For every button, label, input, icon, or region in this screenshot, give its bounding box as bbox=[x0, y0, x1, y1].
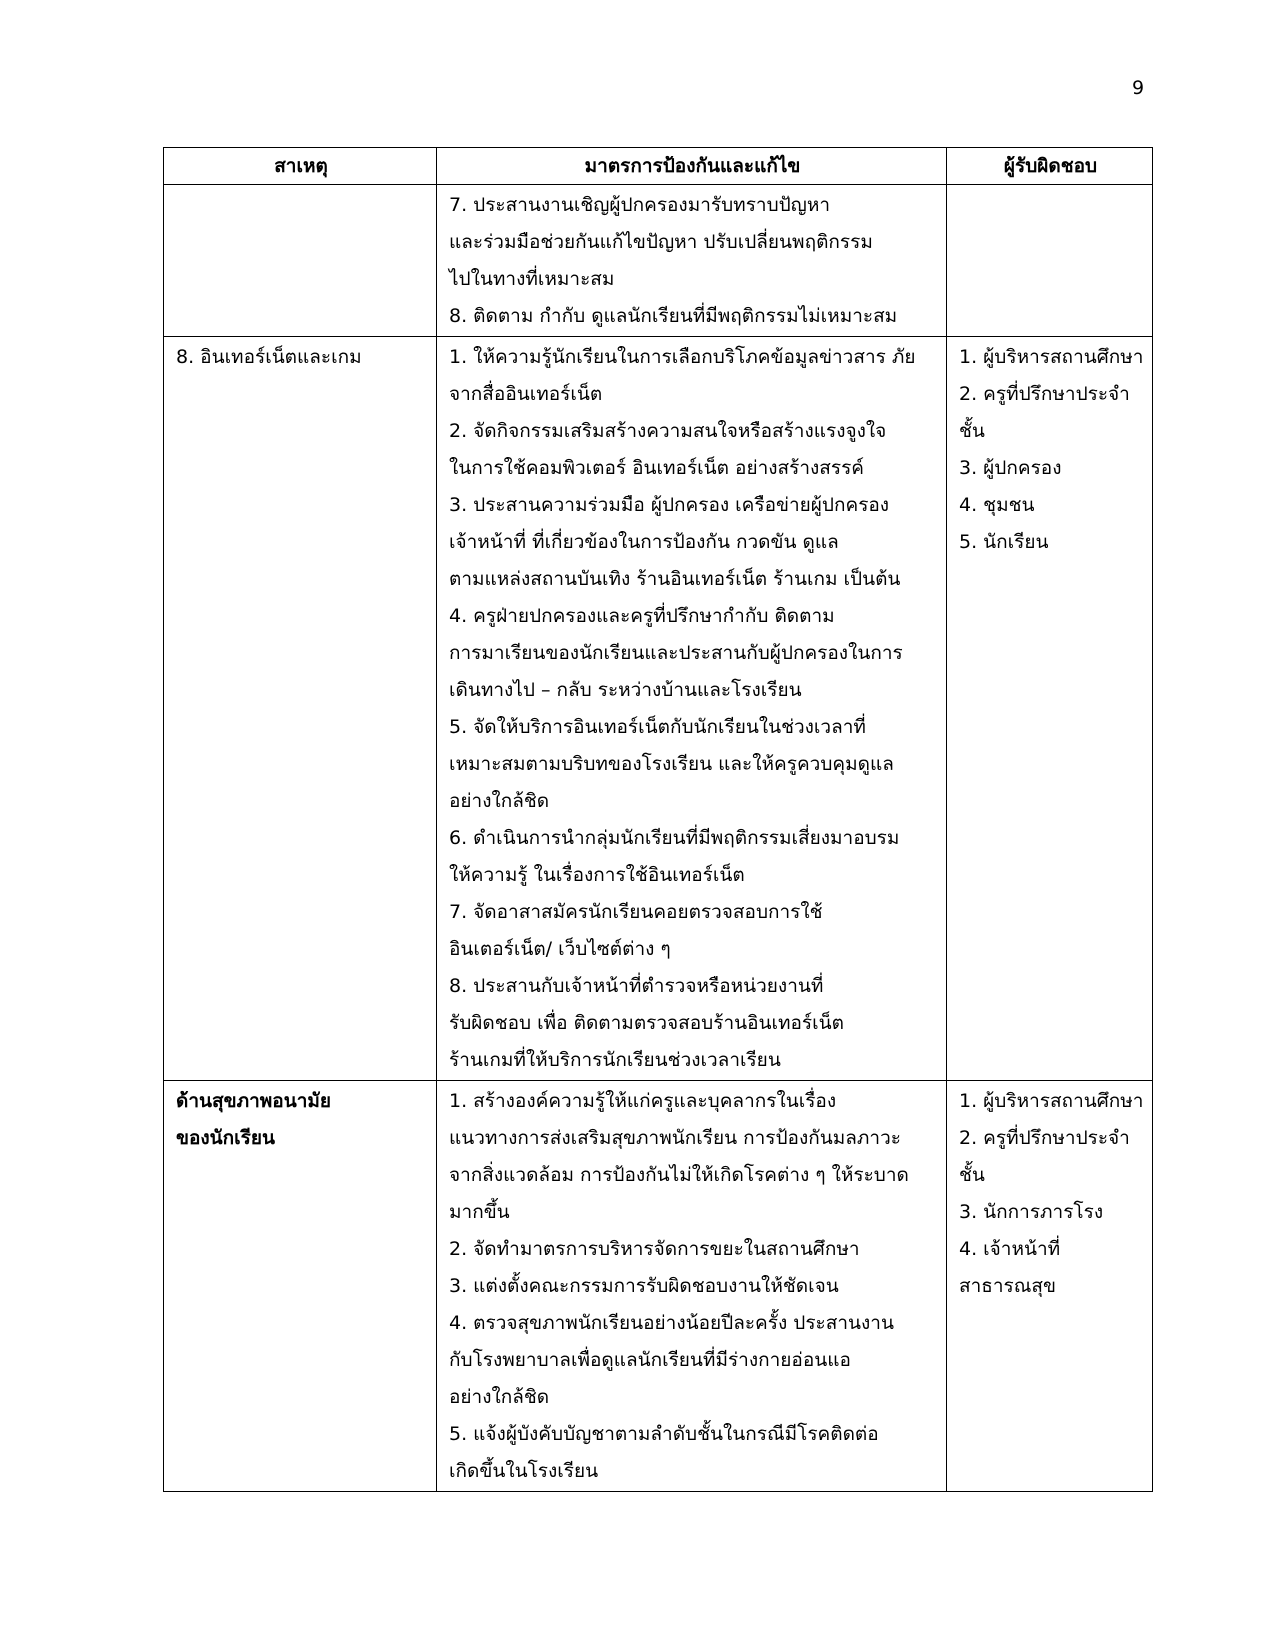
table-row bbox=[164, 185, 1153, 337]
measures-line: ร้านเกมที่ให้บริการนักเรียนช่วงเวลาเรียน bbox=[449, 1049, 781, 1071]
responsible-line: ชั้น bbox=[959, 1164, 985, 1186]
measures-line: 5. แจ้งผู้บังคับบัญชาตามลำดับชั้นในกรณีมีโรคติดต่อ bbox=[449, 1423, 879, 1445]
measures-line: 7. จัดอาสาสมัครนักเรียนคอยตรวจสอบการใช้ bbox=[449, 901, 823, 923]
measures-cell bbox=[437, 337, 947, 1081]
measures-line: เดินทางไป – กลับ ระหว่างบ้านและโรงเรียน bbox=[449, 679, 802, 701]
measures-line: จากสื่ออินเทอร์เน็ต bbox=[449, 383, 603, 405]
measures-line: อย่างใกล้ชิด bbox=[449, 790, 550, 812]
measures-line: ตามแหล่งสถานบันเทิง ร้านอินเทอร์เน็ต ร้านเกม เป็นต้น bbox=[449, 568, 901, 590]
measures-line: และร่วมมือช่วยกันแก้ไขปัญหา ปรับเปลี่ยนพฤติกรรม bbox=[449, 231, 873, 253]
cause-line: ด้านสุขภาพอนามัย bbox=[176, 1090, 332, 1112]
measures-line: 4. ครูฝ่ายปกครองและครูที่ปรึกษากำกับ ติดตาม bbox=[449, 605, 835, 627]
measures-line: 1. ให้ความรู้นักเรียนในการเลือกบริโภคข้อมูลข่าวสาร ภัย bbox=[449, 346, 916, 368]
measures-line: 4. ตรวจสุขภาพนักเรียนอย่างน้อยปีละครั้ง ประสานงาน bbox=[449, 1312, 894, 1334]
cause-line: ของนักเรียน bbox=[176, 1127, 275, 1149]
header-measures: มาตรการป้องกันและแก้ไข bbox=[437, 148, 947, 185]
measures-line: เกิดขึ้นในโรงเรียน bbox=[449, 1460, 599, 1482]
responsible-line: 4. เจ้าหน้าที่ bbox=[959, 1238, 1061, 1260]
responsible-line: สาธารณสุข bbox=[959, 1275, 1056, 1297]
measures-line: กับโรงพยาบาลเพื่อดูแลนักเรียนที่มีร่างกายอ่อนแอ bbox=[449, 1349, 851, 1371]
measures-line: การมาเรียนของนักเรียนและประสานกับผู้ปกครองในการ bbox=[449, 642, 903, 664]
responsible-line: 1. ผู้บริหารสถานศึกษา bbox=[959, 1090, 1144, 1112]
table-row bbox=[164, 1081, 1153, 1492]
measures-line: รับผิดชอบ เพื่อ ติดตามตรวจสอบร้านอินเทอร์เน็ต bbox=[449, 1012, 844, 1034]
measures-cell bbox=[437, 185, 947, 337]
responsible-line: 4. ชุมชน bbox=[959, 494, 1035, 516]
measures-line: เหมาะสมตามบริบทของโรงเรียน และให้ครูควบคุมดูแล bbox=[449, 753, 894, 775]
measures-line: 7. ประสานงานเชิญผู้ปกครองมารับทราบปัญหา bbox=[449, 194, 831, 216]
measures-line: 1. สร้างองค์ความรู้ให้แก่ครูและบุคลากรในเรื่อง bbox=[449, 1090, 837, 1112]
cause-cell bbox=[164, 1081, 437, 1492]
responsible-line: 1. ผู้บริหารสถานศึกษา bbox=[959, 346, 1144, 368]
responsible-line: 2. ครูที่ปรึกษาประจำ bbox=[959, 1127, 1130, 1149]
header-responsible: ผู้รับผิดชอบ bbox=[947, 148, 1153, 185]
measures-line: 6. ดำเนินการนำกลุ่มนักเรียนที่มีพฤติกรรมเสี่ยงมาอบรม bbox=[449, 827, 900, 849]
responsible-cell bbox=[947, 185, 1153, 337]
measures-line: จากสิ่งแวดล้อม การป้องกันไม่ให้เกิดโรคต่าง ๆ ให้ระบาด bbox=[449, 1164, 909, 1186]
responsible-cell bbox=[947, 1081, 1153, 1492]
measures-line: 8. ติดตาม กำกับ ดูแลนักเรียนที่มีพฤติกรรมไม่เหมาะสม bbox=[449, 305, 898, 327]
measures-line: มากขึ้น bbox=[449, 1201, 510, 1223]
responsible-cell bbox=[947, 337, 1153, 1081]
page-number: 9 bbox=[1132, 77, 1145, 99]
measures-cell bbox=[437, 1081, 947, 1492]
table-body bbox=[164, 185, 1153, 1492]
measures-line: 3. ประสานความร่วมมือ ผู้ปกครอง เครือข่ายผู้ปกครอง bbox=[449, 494, 890, 516]
measures-line: แนวทางการส่งเสริมสุขภาพนักเรียน การป้องกันมลภาวะ bbox=[449, 1127, 901, 1149]
measures-line: 5. จัดให้บริการอินเทอร์เน็ตกับนักเรียนในช่วงเวลาที่ bbox=[449, 716, 866, 738]
table-header-row bbox=[164, 148, 1153, 185]
measures-table bbox=[163, 147, 1153, 1492]
measures-line: 2. จัดกิจกรรมเสริมสร้างความสนใจหรือสร้างแรงจูงใจ bbox=[449, 420, 887, 442]
cause-cell bbox=[164, 185, 437, 337]
measures-line: ไปในทางที่เหมาะสม bbox=[449, 268, 615, 290]
responsible-line: 3. ผู้ปกครอง bbox=[959, 457, 1062, 479]
header-cause: สาเหตุ bbox=[164, 148, 437, 185]
table-row bbox=[164, 337, 1153, 1081]
measures-line: เจ้าหน้าที่ ที่เกี่ยวข้องในการป้องกัน กวดขัน ดูแล bbox=[449, 531, 839, 553]
measures-line: อินเตอร์เน็ต/ เว็บไซต์ต่าง ๆ bbox=[449, 938, 671, 960]
measures-line: อย่างใกล้ชิด bbox=[449, 1386, 550, 1408]
responsible-line: 3. นักการภารโรง bbox=[959, 1201, 1104, 1223]
responsible-line: 5. นักเรียน bbox=[959, 531, 1049, 553]
responsible-line: ชั้น bbox=[959, 420, 985, 442]
measures-line: 2. จัดทำมาตรการบริหารจัดการขยะในสถานศึกษา bbox=[449, 1238, 860, 1260]
cause-cell bbox=[164, 337, 437, 1081]
measures-line: ในการใช้คอมพิวเตอร์ อินเทอร์เน็ต อย่างสร้างสรรค์ bbox=[449, 457, 864, 479]
measures-line: ให้ความรู้ ในเรื่องการใช้อินเทอร์เน็ต bbox=[449, 864, 745, 886]
cause-line: 8. อินเทอร์เน็ตและเกม bbox=[176, 346, 362, 368]
measures-line: 8. ประสานกับเจ้าหน้าที่ตำรวจหรือหน่วยงานที่ bbox=[449, 975, 824, 997]
responsible-line: 2. ครูที่ปรึกษาประจำ bbox=[959, 383, 1130, 405]
measures-line: 3. แต่งตั้งคณะกรรมการรับผิดชอบงานให้ชัดเจน bbox=[449, 1275, 839, 1297]
